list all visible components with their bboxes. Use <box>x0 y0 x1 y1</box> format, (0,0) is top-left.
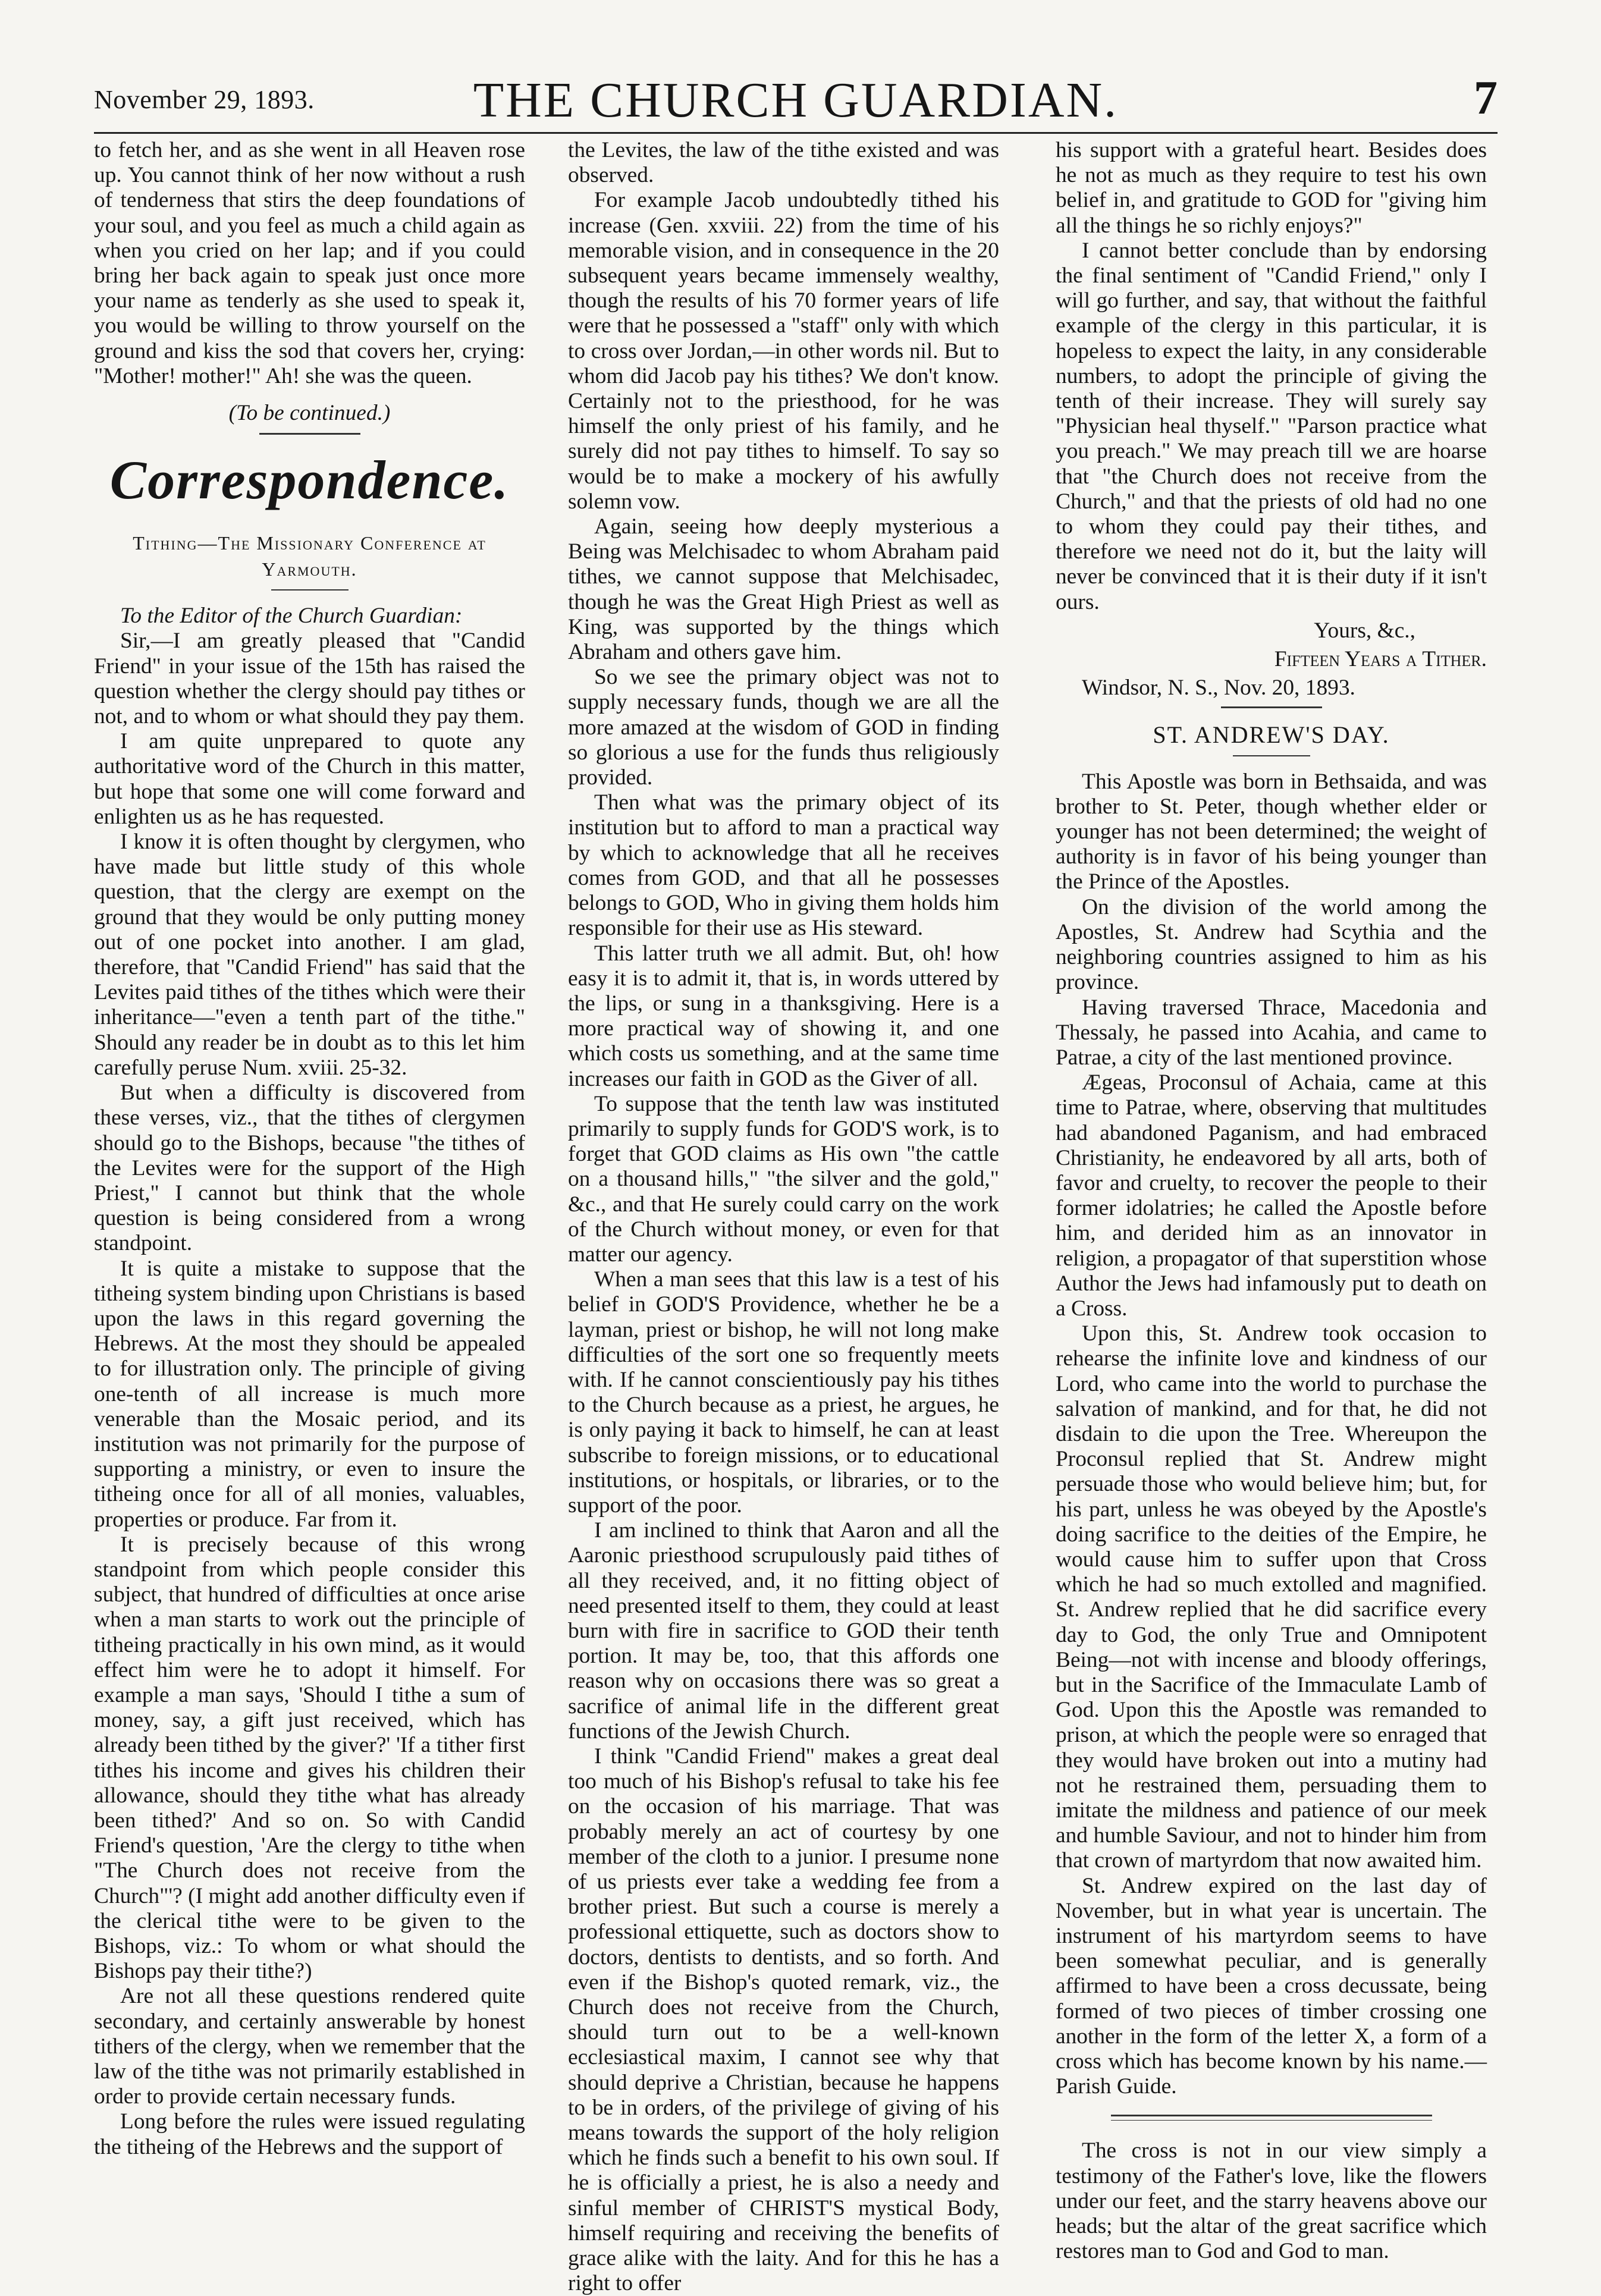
header-rule <box>94 132 1498 134</box>
salutation: To the Editor of the Church Guardian: <box>120 604 463 629</box>
page-header <box>94 71 1498 128</box>
section-heading: Correspondence. <box>109 450 510 511</box>
paragraph: St. Andrew expired on the last day of November, but in what year is uncertain. The instrument of his martyrdom seems to have been somewhat peculiar, and is generally affirmed to have been a cross decussate, being formed of two pieces of timber crossing one another in the form of the letter X, a form of a cross which has become known by his name.—Parish Guide. <box>1056 1873 1487 2099</box>
divider <box>259 433 360 435</box>
paragraph: When a man sees that this law is a test of his belief in GOD'S Providence, whether he be a layman, priest or bishop, he will not long make difficulties of the sort one so frequently meets with. If he cannot conscientiously pay his tithes to the Church because as a priest, he argues, he is only paying it back to himself, he can at least subscribe to foreign missions, or to educational institutions, or hospitals, or libraries, or to the support of the poor. <box>568 1267 999 1518</box>
divider <box>271 589 349 591</box>
paragraph: Again, seeing how deeply mysterious a Being was Melchisadec to whom Abraham paid tithes, we cannot suppose that Melchisadec, though he was the Great High Priest as well as King, was supported by the things which Abraham and others gave him. <box>568 514 999 665</box>
paragraph: I am quite unprepared to quote any authoritative word of the Church in this matter, but hope that some one will come forward and enlighten us as he has requested. <box>94 729 525 829</box>
paragraph: I am inclined to think that Aaron and all the Aaronic priesthood scrupulously paid tithes of all they received, and, it no fitting object of need presented itself to them, they could at least burn with fire in sacrifice to GOD their tenth portion. It may be, too, that this affords one reason why on occasions there was so great a sacrifice of animal life in the different great functions of the Jewish Church. <box>568 1518 999 1744</box>
dateline: Windsor, N. S., Nov. 20, 1893. <box>1082 676 1355 701</box>
paragraph: But when a difficulty is discovered from these verses, viz., that the tithes of clergymen should go to the Bishops, because "the tithes of the Levites were for the support of the High Priest," I cannot but think that the whole question is being considered from a wrong standpoint. <box>94 1081 525 1256</box>
paragraph: Sir,—I am greatly pleased that "Candid Friend" in your issue of the 15th has raised the question whether the clergy should pay tithes or not, and to whom or what should they pay them. <box>94 629 525 729</box>
divider <box>1233 755 1310 756</box>
article-heading: ST. ANDREW'S DAY. <box>1153 721 1390 749</box>
paragraph: I cannot better conclude than by endorsing the final sentiment of "Candid Friend," only I will go further, and say, that without the faithful example of the clergy in this particular, it is hopeless to expect the laity, in any considerable numbers, to adopt the principle of giving the tenth of their increase. They will surely say "Physician heal thyself." "Parson practice what you preach." We may preach till we are hoarse that "the Church does not receive from the Church," and that the priests of old had no one to whom they could pay their tithes, and therefore we need not do it, but the laity will never be convinced that it is their duty if it isn't ours. <box>1056 238 1487 614</box>
paragraph: This Apostle was born in Bethsaida, and was brother to St. Peter, though whether elder or younger has not been determined; the weight of authority is in favor of his being younger than the Prince of the Apostles. <box>1056 769 1487 894</box>
paragraph: his support with a grateful heart. Besides does he not as much as they require to test his own belief in, and gratitude to GOD for "giving him all the things he so richly enjoys?" <box>1056 138 1487 238</box>
paragraph: On the division of the world among the Apostles, St. Andrew had Scythia and the neighboring countries assigned to him as his province. <box>1056 894 1487 995</box>
divider <box>1221 706 1322 708</box>
closing-note: The cross is not in our view simply a testimony of the Father's love, like the flowers under our feet, and the starry heavens above our heads; but the altar of the great sacrifice which restores man to God and God to man. <box>1056 2138 1487 2264</box>
sign-off: Yours, &c., <box>1314 618 1415 643</box>
continued-note: (To be continued.) <box>228 401 391 426</box>
page-number: 7 <box>1474 72 1498 124</box>
paragraph: It is quite a mistake to suppose that the titheing system binding upon Christians is based upon the laws in this regard governing the Hebrews. At the most they should be appealed to for illustration only. The principle of giving one-tenth of all increase is much more venerable than the Mosaic period, and its institution was not primarily for the purpose of supporting a ministry, or even to insure the titheing once for all of all monies, valuables, properties or produce. Far from it. <box>94 1256 525 1532</box>
paragraph: the Levites, the law of the tithe existed and was observed. <box>568 138 999 188</box>
paragraph: This latter truth we all admit. But, oh! how easy it is to admit it, that is, in words uttered by the lips, or sung in a thanksgiving. Here is a more practical way of showing it, and one which costs us something, and at the same time increases our faith in GOD as the Giver of all. <box>568 941 999 1091</box>
paragraph: For example Jacob undoubtedly tithed his increase (Gen. xxviii. 22) from the time of his memorable vision, and in consequence in the 20 subsequent years became immensely wealthy, though the results of his 70 former years of life were that he possessed a "staff" only with which to cross over Jordan,—in other words nil. But to whom did Jacob pay his tithes? We don't know. Certainly not to the priesthood, for he was himself the only priest of his family, and he surely did not pay tithes to himself. To say so would be to make a mockery of his awfully solemn vow. <box>568 188 999 514</box>
paragraph: I know it is often thought by clergymen, who have made but little study of this whole question, that the clergy are exempt on the ground that they would be only putting money out of one pocket into another. I am glad, therefore, that "Candid Friend" has said that the Levites paid tithes of the tithes which were their inheritance—"even a tenth part of the tithe." Should any reader be in doubt as to this let him carefully peruse Num. xviii. 25-32. <box>94 830 525 1080</box>
letter-heading: Tithing—The Missionary Conference at Yarmouth. <box>133 532 486 580</box>
paragraph: Then what was the primary object of its institution but to afford to man a practical way by which to acknowledge that all he receives comes from GOD, and that all he possesses belongs to GOD, Who in giving them holds him responsible for their use as His steward. <box>568 790 999 941</box>
column-3 <box>1056 138 1487 2264</box>
paragraph: To suppose that the tenth law was instituted primarily to supply funds for GOD'S work, is to forget that GOD claims as His own "the cattle on a thousand hills," "the silver and the gold," &c., and that He surely could carry on the work of the Church without money, or even for that matter our agency. <box>568 1091 999 1267</box>
paragraph: Are not all these questions rendered quite secondary, and certainly answerable by honest tithers of the clergy, when we remember that the law of the tithe was not primarily established in order to provide certain necessary funds. <box>94 1984 525 2109</box>
paragraph: Ægeas, Proconsul of Achaia, came at this time to Patrae, where, observing that multitudes had abandoned Paganism, and had embraced Christianity, he endeavored by all arts, both of favor and cruelty, to recover the people to their former idolatries; he called the Apostle before him, and derided him as an innovator in religion, a propagator of that superstition whose Author the Jews had infamously put to death on a Cross. <box>1056 1070 1487 1321</box>
column-2 <box>568 138 999 2296</box>
story-continuation: to fetch her, and as she went in all Heaven rose up. You cannot think of her now without a rush of tenderness that stirs the deep foundations of your soul, and you feel as much a child again as when you cried on her lap; and if you could bring her back again to speak just once more your name as tenderly as she used to speak it, you would be willing to throw yourself on the ground and kiss the sod that covers her, crying: "Mother! mother!" Ah! she was the queen. <box>94 138 525 388</box>
paragraph: Upon this, St. Andrew took occasion to rehearse the infinite love and kindness of our Lord, who came into the world to purchase the salvation of mankind, and for that, he did not disdain to die upon the Tree. Whereupon the Proconsul replied that St. Andrew might persuade those who would believe him; but, for his part, unless he was obeyed by the Apostle's doing sacrifice to the deities of the Empire, he would cause him to suffer upon that Cross which he had so much extolled and magnified. St. Andrew replied that he did sacrifice every day to God, the only True and Omnipotent Being—not with incense and bloody offerings, but in the Sacrifice of the Immaculate Lamb of God. Upon this the Apostle was remanded to prison, at which the people were so enraged that they would have broken out into a mutiny had not he restrained them, persuading them to imitate the mildness and patience of our meek and humble Saviour, and not to hinder him from that crown of martyrdom that now awaited him. <box>1056 1321 1487 1873</box>
paragraph: Having traversed Thrace, Macedonia and Thessaly, he passed into Acahia, and came to Patrae, a city of the last mentioned province. <box>1056 995 1487 1070</box>
paragraph: So we see the primary object was not to supply necessary funds, though we are all the more amazed at the wisdom of GOD in finding so glorious a use for the funds thus religiously provided. <box>568 665 999 790</box>
paragraph: Long before the rules were issued regulating the titheing of the Hebrews and the support of <box>94 2109 525 2159</box>
paragraph: I think "Candid Friend" makes a great deal too much of his Bishop's refusal to take his fee on the occasion of his marriage. That was probably merely an act of courtesy by one member of the cloth to a junior. I presume none of us priests ever take a wedding fee from a brother priest. But such a course is merely a professional ettiquette, such as doctors show to doctors, dentists to dentists, and so forth. And even if the Bishop's quoted remark, viz., the Church does not receive from the Church, should turn out to be a well-known ecclesiastical maxim, I cannot see why that should deprive a Christian, because he happens to be in orders, of the privilege of giving of his means towards the support of the holy religion which he finds such a benefit to his own soul. If he is officially a priest, he is also a needy and sinful member of CHRIST'S mystical Body, himself requiring and receiving the benefits of grace alike with the laity. And for this he has a right to offer <box>568 1744 999 2296</box>
divider <box>1111 2115 1432 2121</box>
masthead-title: THE CHURCH GUARDIAN. <box>473 73 1119 128</box>
column-1 <box>94 138 525 2160</box>
signature: Fifteen Years a Tither. <box>1274 647 1487 672</box>
issue-date: November 29, 1893. <box>94 85 315 114</box>
paragraph: It is precisely because of this wrong standpoint from which people consider this subject, that hundred of difficulties at once arise when a man starts to work out the principle of titheing practically in his own mind, as it would effect him were he to adopt it himself. For example a man says, 'Should I tithe a sum of money, say, a gift just received, which has already been tithed by the giver?' 'If a tither first tithes his income and gives his children their allowance, should they tithe what has already been tithed?' And so on. So with Candid Friend's question, 'Are the clergy to tithe when "The Church does not receive from the Church"'? (I might add another difficulty even if the clerical tithe were to be given to the Bishops, viz.: To whom or what should the Bishops pay their tithe?) <box>94 1532 525 1984</box>
